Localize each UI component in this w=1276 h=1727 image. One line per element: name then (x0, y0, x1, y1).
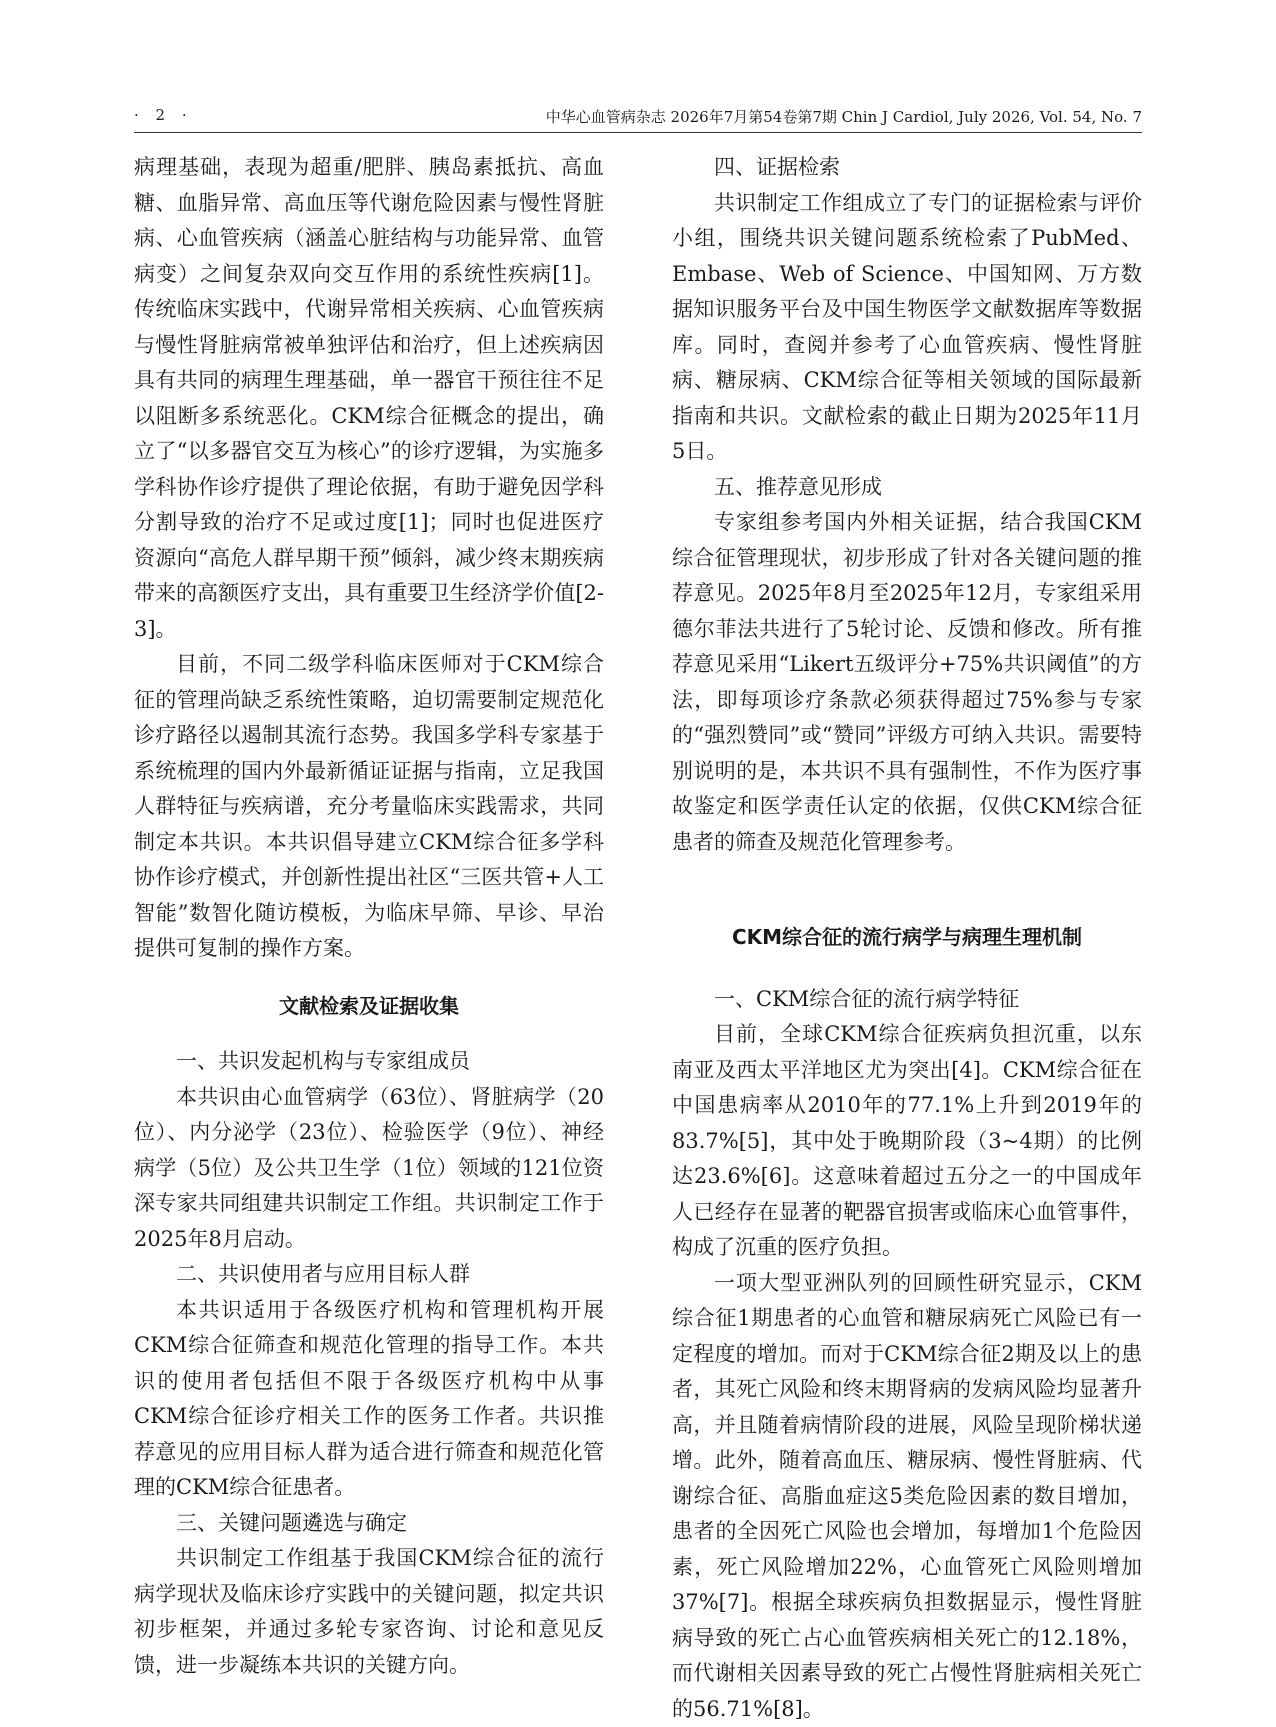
subsection-heading: 五、推荐意见形成 (672, 470, 1142, 506)
left-column (134, 150, 604, 1683)
subsection-heading: 三、关键问题遴选与确定 (134, 1506, 604, 1542)
paragraph: 共识制定工作组成立了专门的证据检索与评价小组，围绕共识关键问题系统检索了PubMed、Embase、Web of Science、中国知网、万方数据知识服务平台及中国生物医学文献数据库等数据库。同时，查阅并参考了心血管疾病、慢性肾脏病、糖尿病、CKM综合征等相关领域的国际最新指南和共识。文献检索的截止日期为2025年11月5日。 (672, 186, 1142, 470)
subsection-heading: 一、CKM综合征的流行病学特征 (672, 982, 1142, 1018)
running-header (134, 100, 1142, 133)
journal-citation: 中华心血管病杂志 2026年7月第54卷第7期 Chin J Cardiol, July 2026, Vol. 54, No. 7 (546, 106, 1142, 127)
section-title: 文献检索及证据收集 (134, 989, 604, 1025)
subsection-heading: 一、共识发起机构与专家组成员 (134, 1044, 604, 1080)
paragraph: 本共识由心血管病学（63位）、肾脏病学（20位）、内分泌学（23位）、检验医学（9位）、神经病学（5位）及公共卫生学（1位）领域的121位资深专家共同组建共识制定工作组。共识制定工作于2025年8月启动。 (134, 1080, 604, 1258)
subsection-heading: 四、证据检索 (672, 150, 1142, 186)
subsection-heading: 二、共识使用者与应用目标人群 (134, 1257, 604, 1293)
paragraph: 专家组参考国内外相关证据，结合我国CKM综合征管理现状，初步形成了针对各关键问题的推荐意见。2025年8月至2025年12月，专家组采用德尔菲法共进行了5轮讨论、反馈和修改。所有推荐意见采用“Likert五级评分+75%共识阈值”的方法，即每项诊疗条款必须获得超过75%参与专家的“强烈赞同”或“赞同”评级方可纳入共识。需要特别说明的是，本共识不具有强制性，不作为医疗事故鉴定和医学责任认定的依据，仅供CKM综合征患者的筛查及规范化管理参考。 (672, 505, 1142, 860)
paragraph: 病理基础，表现为超重/肥胖、胰岛素抵抗、高血糖、血脂异常、高血压等代谢危险因素与慢性肾脏病、心血管疾病（涵盖心脏结构与功能异常、血管病变）之间复杂双向交互作用的系统性疾病[1]。传统临床实践中，代谢异常相关疾病、心血管疾病与慢性肾脏病常被单独评估和治疗，但上述疾病因具有共同的病理生理基础，单一器官干预往往不足以阻断多系统恶化。CKM综合征概念的提出，确立了“以多器官交互为核心”的诊疗逻辑，为实施多学科协作诊疗提供了理论依据，有助于避免因学科分割导致的治疗不足或过度[1]；同时也促进医疗资源向“高危人群早期干预”倾斜，减少终末期疾病带来的高额医疗支出，具有重要卫生经济学价值[2-3]。 (134, 150, 604, 647)
paragraph: 目前，不同二级学科临床医师对于CKM综合征的管理尚缺乏系统性策略，迫切需要制定规范化诊疗路径以遏制其流行态势。我国多学科专家基于系统梳理的国内外最新循证证据与指南，立足我国人群特征与疾病谱，充分考量临床实践需求，共同制定本共识。本共识倡导建立CKM综合征多学科协作诊疗模式，并创新性提出社区“三医共管+人工智能”数智化随访模板，为临床早筛、早诊、早治提供可复制的操作方案。 (134, 647, 604, 967)
paragraph: 目前，全球CKM综合征疾病负担沉重，以东南亚及西太平洋地区尤为突出[4]。CKM综合征在中国患病率从2010年的77.1%上升到2019年的83.7%[5]，其中处于晚期阶段（3~4期）的比例达23.6%[6]。这意味着超过五分之一的中国成年人已经存在显著的靶器官损害或临床心血管事件，构成了沉重的医疗负担。 (672, 1017, 1142, 1266)
paragraph: 一项大型亚洲队列的回顾性研究显示，CKM综合征1期患者的心血管和糖尿病死亡风险已有一定程度的增加。而对于CKM综合征2期及以上的患者，其死亡风险和终末期肾病的发病风险均显著升高，并且随着病情阶段的进展，风险呈现阶梯状递增。此外，随着高血压、糖尿病、慢性肾脏病、代谢综合征、高脂血症这5类危险因素的数目增加，患者的全因死亡风险也会增加，每增加1个危险因素，死亡风险增加22%，心血管死亡风险则增加37%[7]。根据全球疾病负担数据显示，慢性肾脏病导致的死亡占心血管疾病相关死亡的12.18%，而代谢相关因素导致的死亡占慢性肾脏病相关死亡的56.71%[8]。 (672, 1266, 1142, 1727)
right-column (672, 150, 1142, 1727)
page-number: · 2 · (134, 106, 193, 124)
section-title: CKM综合征的流行病学与病理生理机制 (672, 920, 1142, 956)
paragraph: 共识制定工作组基于我国CKM综合征的流行病学现状及临床诊疗实践中的关键问题，拟定共识初步框架，并通过多轮专家咨询、讨论和意见反馈，进一步凝练本共识的关键方向。 (134, 1541, 604, 1683)
paragraph: 本共识适用于各级医疗机构和管理机构开展CKM综合征筛查和规范化管理的指导工作。本共识的使用者包括但不限于各级医疗机构中从事CKM综合征诊疗相关工作的医务工作者。共识推荐意见的应用目标人群为适合进行筛查和规范化管理的CKM综合征患者。 (134, 1293, 604, 1506)
